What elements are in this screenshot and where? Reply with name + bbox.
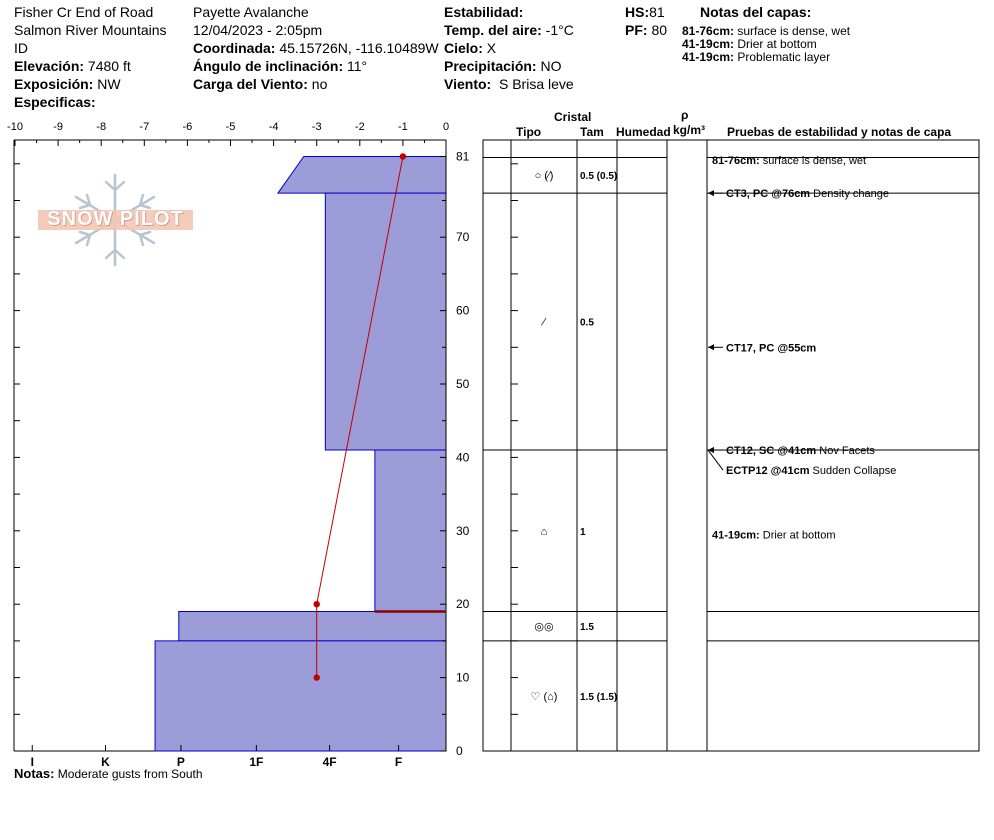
test-note [726, 342, 816, 354]
datetime: 12/04/2023 - 2:05pm [193, 22, 323, 38]
pf-value: 80 [651, 22, 668, 38]
depth-tick-label: 60 [456, 303, 470, 318]
aspect-value: NW [97, 76, 121, 92]
logo-text: SNOW PILOT [47, 208, 184, 230]
coord-value: 45.15726N, -116.10489W [279, 40, 439, 56]
depth-tick-label: 40 [456, 450, 470, 465]
hs-label: HS: [625, 4, 650, 20]
grain-type: ♡ (⌂) [530, 690, 558, 703]
test-note-text: Density change [810, 188, 889, 201]
temp-tick-label: -7 [139, 121, 150, 133]
air-temp-label: Temp. del aire: [444, 22, 542, 38]
grain-size: 0.5 (0.5) [580, 170, 618, 182]
test-note-label: 81-76cm: [712, 155, 760, 168]
layer-note-text: Problematic layer [737, 50, 831, 64]
temp-tick-label: -1 [398, 121, 408, 133]
temp-tick-label: -5 [225, 121, 236, 133]
range: Salmon River Mountains [14, 22, 167, 38]
crystal-header: Cristal [554, 110, 592, 124]
hardness-tick-label: 4F [322, 755, 337, 769]
layer-note-range: 41-19cm: [682, 50, 735, 64]
layer-notes-title: Notas del capas: [700, 4, 812, 20]
note-arrow [708, 450, 723, 470]
type-header: Tipo [516, 125, 542, 139]
layer-note-range: 41-19cm: [682, 37, 735, 51]
hardness-layer-3 [179, 612, 446, 641]
depth-tick-label: 50 [456, 377, 470, 391]
grain-type: ○ (⁄) [534, 169, 554, 182]
temp-tick-label: -2 [354, 121, 365, 133]
depth-tick-label: 30 [456, 523, 470, 538]
notes-label: Notas: [14, 766, 55, 781]
note-arrow-head [708, 344, 714, 350]
coord-label: Coordinada: [193, 40, 276, 56]
stability-label: Estabilidad: [444, 4, 524, 20]
grain-size: 1.5 (1.5) [580, 691, 618, 703]
precip-value: NO [540, 58, 562, 74]
hs-value: 81 [649, 4, 665, 20]
test-note-text: surface is dense, wet [759, 155, 867, 168]
aspect-label: Exposición: [14, 76, 94, 92]
depth-tick-label: 20 [456, 597, 470, 612]
test-note-text: Nov Facets [816, 445, 875, 458]
grain-size: 0.5 [580, 317, 594, 329]
depth-tick-label: 10 [456, 670, 470, 685]
tests-header: Pruebas de estabilidad y notas de capa [727, 125, 952, 139]
grain-type: ⌂ [540, 525, 548, 538]
state: ID [14, 40, 28, 56]
hardness-tick-label: 1F [249, 755, 264, 769]
specifics-label: Especificas: [14, 94, 96, 110]
hardness-tick-label: K [101, 755, 110, 769]
test-note-text: Sudden Collapse [809, 465, 897, 478]
depth-tick-label: 0 [456, 744, 463, 758]
grain-type: ⁄ [543, 316, 545, 329]
wind-label: Viento: [444, 76, 492, 92]
size-header: Tam [580, 125, 604, 139]
temp-tick-label: -6 [182, 121, 193, 133]
wind-value: S Brisa leve [498, 76, 574, 92]
hardness-layer-4 [155, 641, 446, 751]
test-note-label: ECTP12 @41cm [726, 465, 810, 478]
wind-load-label: Carga del Viento: [193, 76, 308, 92]
elevation-value: 7480 ft [87, 58, 131, 74]
slope-label: Ángulo de inclinación: [193, 58, 344, 74]
note-arrow-head [708, 447, 714, 453]
precip-label: Precipitación: [444, 58, 537, 74]
moisture-header: Humedad [616, 125, 671, 139]
hardness-tick-label: P [176, 755, 185, 769]
wind-load-value: no [311, 76, 328, 92]
temperature-point [314, 674, 320, 680]
hardness-layer-2 [375, 450, 446, 611]
location: Fisher Cr End of Road [14, 4, 154, 20]
layer-note-text: surface is dense, wet [737, 24, 851, 38]
test-note [726, 188, 889, 200]
depth-tick-label: 81 [456, 149, 470, 164]
test-note [726, 465, 896, 477]
test-note [712, 529, 836, 541]
temp-tick-label: -8 [96, 121, 107, 133]
pf-label: PF: [625, 22, 648, 38]
test-note-label: CT3, PC @76cm [726, 188, 811, 201]
layer-note-text: Drier at bottom [737, 37, 817, 51]
notes-value: Moderate gusts from South [57, 767, 203, 781]
hardness-layer-1 [325, 193, 446, 450]
slope-value: 11° [347, 58, 368, 74]
temp-tick-label: -4 [268, 121, 279, 133]
test-note-text: Drier at bottom [759, 529, 836, 542]
depth-tick-label: 70 [456, 230, 470, 245]
hardness-tick-label: I [30, 755, 34, 769]
test-note [712, 155, 866, 167]
grain-type: ◎◎ [534, 621, 554, 634]
elevation-label: Elevación: [14, 58, 85, 74]
sky-label: Cielo: [444, 40, 483, 56]
grain-size: 1.5 [580, 622, 594, 634]
sky-value: X [486, 40, 497, 56]
air-temp-value: -1°C [545, 22, 574, 38]
note-arrow-head [708, 190, 714, 196]
test-note-label: CT12, SC @41cm [726, 445, 817, 458]
temp-tick-label: 0 [442, 121, 450, 133]
temperature-point [314, 601, 320, 607]
hardness-tick-label: F [394, 755, 403, 769]
temp-tick-label: -10 [7, 121, 23, 133]
temp-tick-label: -9 [53, 121, 63, 133]
hardness-layer-0 [278, 156, 446, 193]
test-note [726, 445, 875, 457]
temp-tick-label: -3 [311, 121, 322, 133]
test-note-label: CT17, PC @55cm [726, 342, 817, 355]
center: Payette Avalanche [193, 4, 309, 20]
test-note-label: 41-19cm: [712, 529, 760, 542]
layer-note-range: 81-76cm: [682, 24, 735, 38]
temperature-point [400, 153, 406, 159]
grain-size: 1 [580, 526, 586, 538]
density-unit-header: kg/m³ [673, 123, 706, 137]
rho-header: ρ [681, 108, 689, 122]
